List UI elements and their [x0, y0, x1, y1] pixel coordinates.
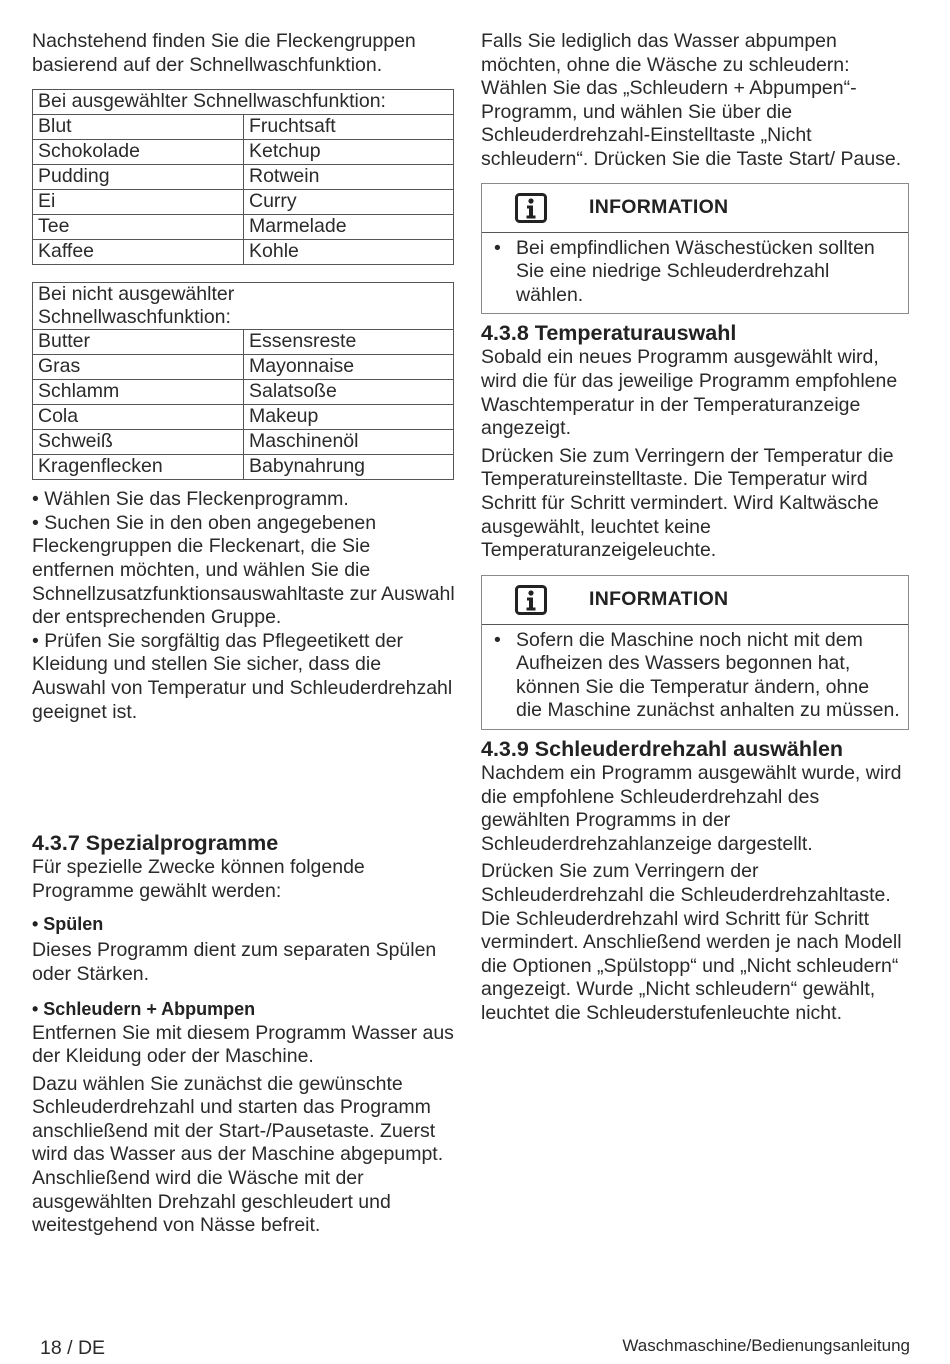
table-row: Kragenflecken Babynahrung	[33, 455, 454, 480]
table-row: Butter Essensreste	[33, 330, 454, 355]
bullet-dot: •	[494, 236, 501, 259]
stain-table-quick-wash-not-selected	[32, 282, 454, 480]
table-row: Schweiß Maschinenöl	[33, 430, 454, 455]
section-intro: Für spezielle Zwecke können folgende Programme gewählt werden:	[32, 856, 365, 902]
info-box	[481, 183, 909, 315]
info-box-title: INFORMATION	[589, 588, 729, 611]
paragraph: Dieses Programm dient zum separaten Spülen oder Stärken.	[32, 939, 437, 985]
table-row: Schokolade Ketchup	[33, 140, 454, 165]
info-box-title: INFORMATION	[589, 196, 729, 219]
paragraph: Sobald ein neues Programm ausgewählt wird, wird die für das jeweilige Programm empfohlene Waschtemperatur in der Temperaturanzeige angezeigt.	[481, 346, 898, 440]
table-row: Schlamm Salatsoße	[33, 380, 454, 405]
document-title: Waschmaschine/Bedienungsanleitung	[622, 1336, 910, 1355]
table-row: Kaffee Kohle	[33, 240, 454, 265]
list-item: • Wählen Sie das Fleckenprogramm.	[32, 488, 349, 511]
subheading-spin-drain: • Schleudern + Abpumpen	[32, 998, 256, 1019]
right-column	[481, 30, 911, 1026]
info-box	[481, 575, 909, 730]
left-column	[32, 30, 456, 1238]
table-row: Cola Makeup	[33, 405, 454, 430]
table-header: Bei nicht ausgewählter Schnellwaschfunktion:	[33, 283, 454, 330]
list-item: • Suchen Sie in den oben angegebenen Fleckengruppen die Fleckenart, die Sie entfernen möchten, und wählen Sie die Schnellzusatzfunktionsauswahltaste zur Auswahl der entsprechenden Gruppe.	[32, 511, 455, 629]
table-row: Pudding Rotwein	[33, 165, 454, 190]
stain-groups-intro: Nachstehend finden Sie die Fleckengruppen basierend auf der Schnellwaschfunktion.	[32, 30, 416, 76]
list-item: • Prüfen Sie sorgfältig das Pflegeetikett der Kleidung und stellen Sie sicher, dass die Auswahl von Temperatur und Schleuderdrehzahl geeignet ist.	[32, 629, 453, 723]
info-text: Bei empfindlichen Wäschestücken sollten Sie eine niedrige Schleuderdrehzahl wählen.	[516, 236, 875, 306]
paragraph: Drücken Sie zum Verringern der Schleuderdrehzahl die Schleuderdrehzahltaste. Die Schleuderdrehzahl wird Schritt für Schritt vermindert. Anschließend werden je nach Modell die Optionen „Spülstopp“ und „Nicht schleudern“ angezeigt. Wurde „Nicht schleudern“ gewählt, leuchtet die Schleuderstufenleuchte nicht.	[481, 860, 902, 1024]
table-header: Bei ausgewählter Schnellwaschfunktion:	[33, 90, 454, 115]
paragraph: Nachdem ein Programm ausgewählt wurde, wird die empfohlene Schleuderdrehzahl des gewählten Programms in der Schleuderdrehzahlanzeige dargestellt.	[481, 762, 902, 855]
bullet-dot: •	[494, 628, 501, 651]
page-number: 18 / DE	[40, 1337, 106, 1359]
stain-table-quick-wash-selected	[32, 89, 454, 265]
info-icon	[515, 585, 547, 615]
subheading-rinse: • Spülen	[32, 914, 104, 935]
paragraph: Entfernen Sie mit diesem Programm Wasser aus der Kleidung oder der Maschine.	[32, 1021, 454, 1068]
paragraph: Drücken Sie zum Verringern der Temperatur die Temperatureinstelltaste. Die Temperatur wird Schritt für Schritt vermindert. Wird Kaltwäsche ausgewählt, leuchtet keine Temperaturanzeigeleuchte.	[481, 444, 894, 562]
table-row: Tee Marmelade	[33, 215, 454, 240]
info-box-header	[482, 184, 908, 233]
paragraph: Dazu wählen Sie zunächst die gewünschte Schleuderdrehzahl und starten das Programm anschließend mit der Start-/Pausetaste. Zuerst wird das Wasser aus der Maschine abgepumpt. Anschließend wird die Wäsche mit der ausgewählten Drehzahl geschleudert und weitestgehend von Nässe befreit.	[32, 1072, 444, 1237]
info-box-header	[482, 576, 908, 625]
section-heading-4-3-7: 4.3.7 Spezialprogramme	[32, 831, 279, 856]
info-box-body	[482, 625, 908, 729]
section-heading-4-3-9: 4.3.9 Schleuderdrehzahl auswählen	[481, 737, 844, 762]
drain-only-paragraph: Falls Sie lediglich das Wasser abpumpen möchten, ohne die Wäsche zu schleudern: Wählen Sie das „Schleudern + Abpumpen“-Programm, und wählen Sie über die Schleuderdrehzahl-Einstelltaste „Nicht schleudern“. Drücken Sie die Taste Start/ Pause.	[481, 30, 902, 170]
info-box-body	[482, 233, 908, 314]
table-row: Blut Fruchtsaft	[33, 115, 454, 140]
section-heading-4-3-8: 4.3.8 Temperaturauswahl	[481, 321, 737, 346]
table-row: Gras Mayonnaise	[33, 355, 454, 380]
info-icon	[515, 193, 547, 223]
info-text: Sofern die Maschine noch nicht mit dem Aufheizen des Wassers begonnen hat, können Sie die Temperatur ändern, ohne die Maschine zunächst anhalten zu müssen.	[516, 628, 900, 722]
table-row: Ei Curry	[33, 190, 454, 215]
